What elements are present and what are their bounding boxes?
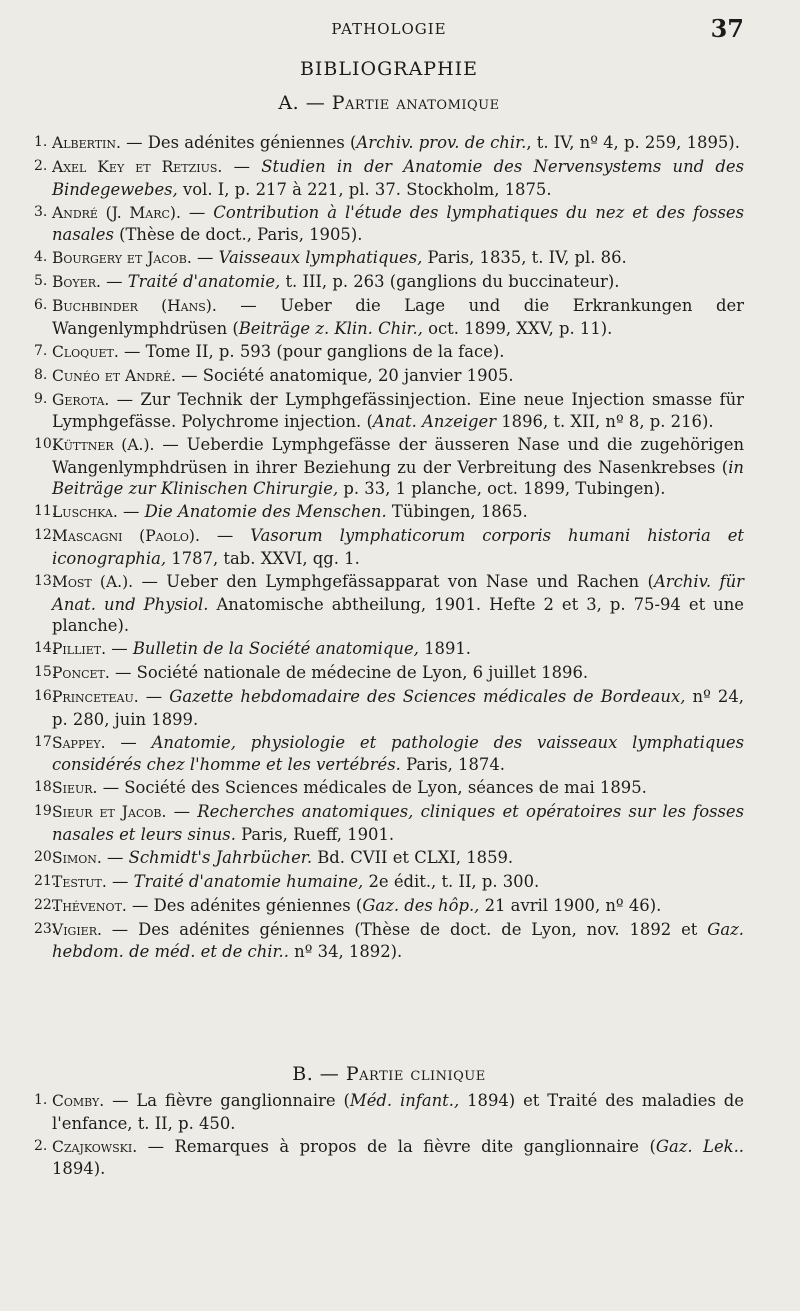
entry-italic-title: Gaz. des hôp., bbox=[362, 895, 480, 915]
entry-author: Gerota. bbox=[52, 390, 110, 409]
entry-number: 10. bbox=[34, 436, 57, 453]
bibliography-entry bbox=[34, 895, 744, 918]
entry-text: — Ueberdie Lymphgefässe der äusseren Nase und die zugehörigen Wangenlymphdrüsen in ihrer Beziehung zu der Verbreitung des Nasenkrebses ( bbox=[52, 435, 745, 477]
section-b-entries bbox=[34, 1090, 744, 1181]
entry-tail: (Thèse de doct., Paris, 1905). bbox=[113, 225, 363, 245]
bibliography-entry bbox=[34, 365, 744, 388]
entry-text: — Tome II, p. 593 (pour ganglions de la face). bbox=[118, 341, 505, 361]
entry-text: — bbox=[105, 732, 152, 752]
entry-tail: t. III, p. 263 (ganglions du buccinateur). bbox=[280, 272, 620, 292]
entry-italic-title: in Beiträge zur Klinischen Chirurgie, bbox=[52, 457, 744, 499]
bibliography-entry bbox=[34, 686, 744, 730]
entry-number: 19. bbox=[34, 803, 57, 820]
entry-number: 1. bbox=[34, 1092, 48, 1108]
entry-text: — bbox=[166, 802, 198, 822]
section-a-heading bbox=[34, 92, 744, 114]
running-head bbox=[34, 14, 744, 44]
entry-tail: 1896, t. XII, nº 8, p. 216). bbox=[496, 412, 714, 432]
entry-author: Luschka. bbox=[52, 503, 118, 522]
entry-number: 7. bbox=[34, 342, 48, 359]
bibliography-entry bbox=[34, 389, 744, 433]
entry-number: 21. bbox=[34, 872, 57, 889]
entry-tail: Paris, 1874. bbox=[400, 755, 505, 775]
bibliography-entry bbox=[34, 1090, 744, 1134]
entry-text: — bbox=[199, 526, 251, 546]
entry-tail: Anatomische abtheilung, 1901. Hefte 2 et 3, p. 75-94 et une planche). bbox=[52, 594, 744, 636]
entry-author: Mascagni (Paolo). bbox=[52, 527, 200, 546]
entry-italic-title: Vaisseaux lymphatiques, bbox=[218, 248, 423, 268]
bibliography-entry bbox=[34, 732, 744, 776]
entry-text: — Remarques à propos de la fièvre dite ganglionnaire ( bbox=[137, 1136, 656, 1156]
entry-italic-title: Traité d'anatomie humaine, bbox=[133, 871, 364, 891]
entry-italic-title: Anat. Anzeiger bbox=[372, 412, 497, 432]
entry-number: 12. bbox=[34, 527, 57, 544]
entry-italic-title: Bulletin de la Société anatomique, bbox=[132, 639, 419, 659]
entry-italic-title: Méd. infant., bbox=[349, 1091, 460, 1110]
bibliography-entry bbox=[34, 341, 744, 364]
page-number: 37 bbox=[710, 14, 744, 43]
entry-number: 3. bbox=[34, 203, 48, 220]
section-a-entries bbox=[34, 132, 744, 964]
entry-author: Küttner (A.). bbox=[52, 436, 155, 455]
entry-tail: vol. I, p. 217 à 221, pl. 37. Stockholm, 1875. bbox=[177, 179, 552, 199]
entry-number: 4. bbox=[34, 249, 48, 266]
entry-text: — Des adénites géniennes ( bbox=[120, 133, 357, 152]
bibliography-entry bbox=[34, 919, 744, 963]
bibliography-entry bbox=[34, 434, 744, 500]
entry-author: Axel Key et Retzius. bbox=[52, 157, 223, 176]
entry-number: 13. bbox=[34, 572, 57, 589]
section-b-dash: — bbox=[319, 1063, 340, 1085]
entry-italic-title: Gaz. Lek.. bbox=[655, 1136, 744, 1156]
entry-text: — Société nationale de médecine de Lyon, 6 juillet 1896. bbox=[109, 663, 589, 683]
entry-number: 16. bbox=[34, 688, 57, 705]
bibliography-entry bbox=[34, 801, 744, 845]
entry-author: Buchbinder (Hans). bbox=[52, 297, 217, 316]
bibliography-entry bbox=[34, 638, 744, 661]
entry-number: 15. bbox=[34, 664, 57, 681]
section-a-letter: A. bbox=[278, 92, 300, 114]
entry-number: 20. bbox=[34, 848, 57, 865]
entry-italic-title: Gazette hebdomadaire des Sciences médicales de Bordeaux, bbox=[169, 687, 686, 707]
entry-tail: oct. 1899, XXV, p. 11). bbox=[422, 318, 613, 338]
entry-author: Poncet. bbox=[52, 664, 110, 683]
running-head-title: PATHOLOGIE bbox=[331, 20, 447, 38]
entry-text: — La fièvre ganglionnaire ( bbox=[104, 1091, 350, 1110]
entry-author: Albertin. bbox=[52, 134, 121, 152]
entry-tail: 2e édit., t. II, p. 300. bbox=[363, 871, 540, 891]
entry-italic-title: Contribution à l'étude des lymphatiques du nez et des fosses nasales bbox=[52, 202, 744, 245]
bibliography-entry bbox=[34, 662, 744, 685]
bibliography-entry bbox=[34, 132, 744, 155]
entry-author: Thévenot. bbox=[52, 896, 127, 915]
section-b-heading bbox=[34, 1063, 744, 1085]
entry-text: — Des adénites géniennes (Thèse de doct. de Lyon, nov. 1892 et bbox=[101, 919, 708, 939]
entry-tail: Paris, 1835, t. IV, pl. 86. bbox=[422, 248, 627, 268]
entry-text: — bbox=[117, 502, 145, 522]
entry-text: — bbox=[100, 272, 128, 292]
bibliography-entry bbox=[34, 501, 744, 524]
entry-italic-title: Beiträge z. Klin. Chir., bbox=[238, 318, 423, 338]
bibliography-entry bbox=[34, 847, 744, 870]
entry-tail: 1787, tab. XXVI, qg. 1. bbox=[166, 548, 360, 568]
entry-tail: Bd. CVII et CLXI, 1859. bbox=[312, 847, 514, 867]
entry-italic-title: Studien in der Anatomie des Nervensystems und des Bindegewebes, bbox=[52, 156, 744, 199]
entry-tail: 1891. bbox=[418, 639, 472, 659]
entry-tail: Tübingen, 1865. bbox=[386, 502, 528, 522]
bibliography-entry bbox=[34, 871, 744, 894]
entry-tail: nº 24, p. 280, juin 1899. bbox=[52, 687, 744, 729]
section-a-title: Partie anatomique bbox=[331, 92, 500, 114]
bibliography-entry bbox=[34, 156, 744, 200]
bibliography-entry bbox=[34, 202, 744, 246]
bibliography-entry bbox=[34, 571, 744, 637]
entry-text: — bbox=[180, 202, 214, 222]
entry-tail: 1894) et Traité des maladies de l'enfance, t. II, p. 450. bbox=[52, 1091, 744, 1133]
bibliography-entry bbox=[34, 777, 744, 800]
entry-number: 9. bbox=[34, 390, 48, 407]
entry-author: Simon. bbox=[52, 848, 102, 867]
entry-italic-title: Die Anatomie des Menschen. bbox=[144, 502, 387, 522]
entry-tail: Paris, Rueff, 1901. bbox=[235, 824, 395, 844]
entry-author: Most (A.). bbox=[52, 572, 134, 591]
bibliography-entry bbox=[34, 271, 744, 294]
entry-text: — Ueber den Lymphgefässapparat von Nase und Rachen ( bbox=[133, 571, 654, 591]
entry-author: Sieur et Jacob. bbox=[52, 803, 167, 822]
entry-text: — Société anatomique, 20 janvier 1905. bbox=[175, 365, 514, 385]
entry-number: 5. bbox=[34, 273, 48, 290]
entry-italic-title: Anatomie, physiologie et pathologie des vaisseaux lymphatiques considérés chez l'homme et les vertébrés. bbox=[52, 732, 745, 775]
bibliography-entry bbox=[34, 1136, 744, 1180]
entry-italic-title: Archiv. prov. de chir. bbox=[356, 133, 527, 152]
entry-text: — Société des Sciences médicales de Lyon, séances de mai 1895. bbox=[97, 778, 647, 798]
entry-author: Sieur. bbox=[52, 779, 98, 798]
entry-number: 18. bbox=[34, 779, 57, 796]
entry-text: — bbox=[106, 871, 134, 891]
entry-number: 6. bbox=[34, 297, 48, 314]
entry-italic-title: Recherches anatomiques, cliniques et opératoires sur les fosses nasales et leurs sinus. bbox=[52, 802, 745, 844]
entry-number: 1. bbox=[34, 134, 48, 150]
entry-number: 2. bbox=[34, 157, 48, 174]
entry-author: Boyer. bbox=[52, 273, 101, 292]
entry-italic-title: Archiv. für Anat. und Physiol. bbox=[52, 571, 744, 614]
entry-number: 8. bbox=[34, 366, 48, 383]
bibliography-entry bbox=[34, 525, 744, 569]
entry-tail: p. 33, 1 planche, oct. 1899, Tubingen). bbox=[338, 479, 666, 499]
entry-author: Bourgery et Jacob. bbox=[52, 249, 192, 268]
entry-text: — bbox=[138, 687, 170, 707]
entry-author: Czajkowski. bbox=[52, 1137, 138, 1156]
entry-number: 2. bbox=[34, 1137, 48, 1154]
entry-author: André (J. Marc). bbox=[52, 203, 181, 222]
entry-text: — bbox=[101, 847, 129, 867]
entry-text: — bbox=[222, 156, 262, 176]
entry-author: Vigier. bbox=[52, 920, 102, 939]
entry-author: Pilliet. bbox=[52, 640, 107, 659]
entry-author: Princeteau. bbox=[52, 688, 139, 707]
entry-italic-title: Gaz. hebdom. de méd. et de chir.. bbox=[52, 919, 744, 962]
bibliography-entry bbox=[34, 295, 744, 339]
section-a-dash: — bbox=[305, 92, 326, 114]
entry-italic-title: Vasorum lymphaticorum corporis humani historia et iconographia, bbox=[52, 526, 744, 568]
entry-tail: 1894). bbox=[52, 1159, 106, 1179]
entry-author: Cloquet. bbox=[52, 342, 119, 361]
entry-author: Comby. bbox=[52, 1092, 105, 1110]
entry-tail: 21 avril 1900, nº 46). bbox=[479, 895, 662, 915]
section-b-letter: B. bbox=[292, 1063, 314, 1085]
entry-number: 22. bbox=[34, 896, 57, 913]
entry-author: Sappey. bbox=[52, 733, 106, 752]
section-b-title: Partie clinique bbox=[345, 1063, 486, 1085]
entry-italic-title: Traité d'anatomie, bbox=[127, 272, 281, 292]
bibliography-entry bbox=[34, 247, 744, 270]
entry-number: 14. bbox=[34, 640, 57, 657]
entry-italic-title: Schmidt's Jahrbücher. bbox=[128, 847, 313, 867]
entry-author: Testut. bbox=[52, 872, 107, 891]
entry-text: — Ueber die Lage und die Erkrankungen der Wangenlymphdrüsen ( bbox=[52, 296, 744, 338]
entry-author: Cunéo et André. bbox=[52, 366, 176, 385]
entry-text: — Zur Technik der Lymphgefässinjection. Eine neue Injection smasse für Lymphgefässe. Polychrome injection. ( bbox=[52, 389, 744, 432]
entry-number: 23. bbox=[34, 920, 57, 937]
bibliography-title: BIBLIOGRAPHIE bbox=[299, 58, 479, 80]
entry-number: 11. bbox=[34, 503, 57, 520]
entry-tail: nº 34, 1892). bbox=[288, 942, 403, 962]
entry-tail: , t. IV, nº 4, p. 259, 1895). bbox=[526, 133, 740, 152]
entry-text: — bbox=[106, 639, 133, 659]
entry-text: — bbox=[191, 248, 219, 268]
entry-number: 17. bbox=[34, 733, 57, 750]
entry-text: — Des adénites géniennes ( bbox=[126, 895, 363, 915]
